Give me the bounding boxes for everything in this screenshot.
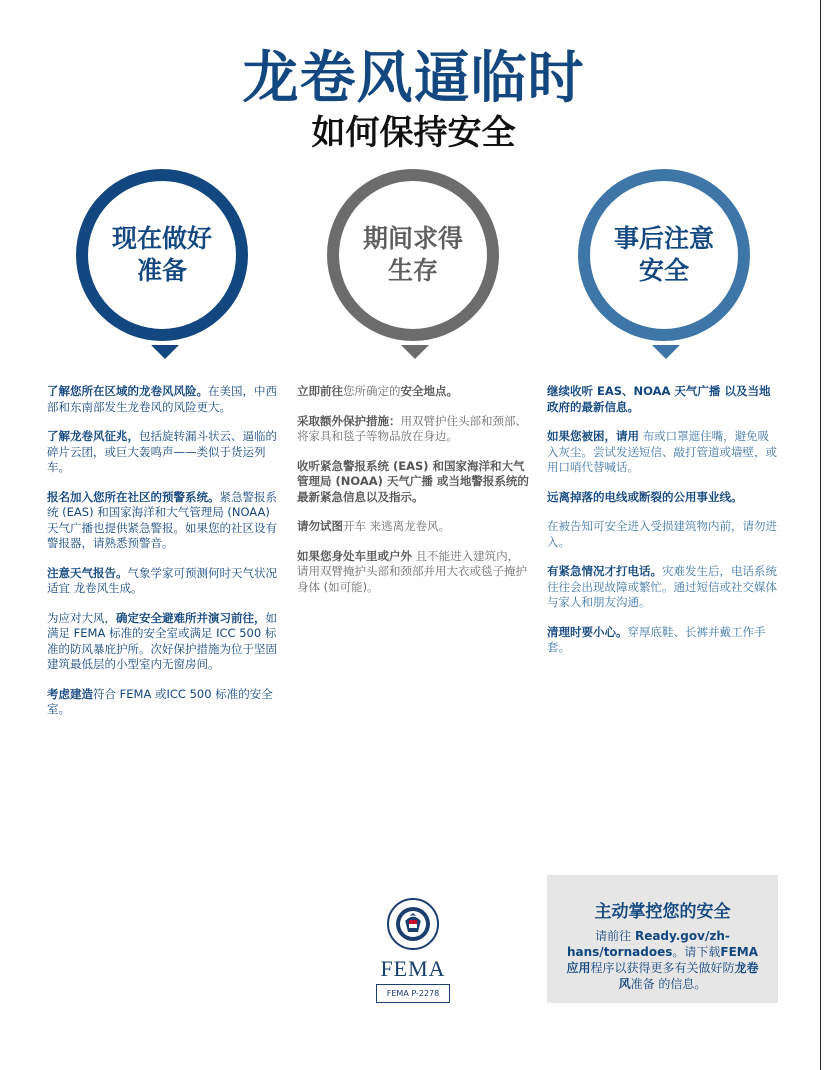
circle-label-line1: 期间求得 [362,224,463,253]
take-control-callout [547,875,778,1003]
dhs-seal-icon [387,898,439,950]
ready-gov-link[interactable]: Ready.gov/zh-hans/tornadoes [566,929,730,959]
tip-paragraph: 远离掉落的电线或断裂的公用事业线。 [547,489,743,504]
fema-logo [373,898,453,1003]
callout-body: 请前往 Ready.gov/zh-hans/tornadoes。请下载FEMA 应用程序以获得更多有关做好防龙卷风准备 的信息。 [566,929,759,991]
tip-paragraph: 考虑建造符合 FEMA 或ICC 500 标准的安全室。 [47,686,273,716]
tip-paragraph: 为应对大风，确定安全避难所并演习前往，如满足 FEMA 标准的安全室或满足 ICC 500 标准的防风暴庇护所。次好保护措施为位于坚固建筑最低层的小型室内无窗房间。 [47,610,277,671]
circle-label-line2: 准备 [136,256,187,285]
tip-paragraph: 如果您身处车里或户外 且不能进入建筑内，请用双臂掩护头部和颈部并用大衣或毯子掩护身体 (如可能)。 [297,548,527,594]
survive-during-circle [327,169,499,341]
be-safe-after-column [547,384,779,670]
be-safe-after-circle [578,169,750,341]
survive-during-column [297,384,529,609]
tip-paragraph: 如果您被困，请用 布或口罩遮住嘴，避免吸入灰尘。尝试发送短信、敲打管道或墙壁，或用口哨代替喊话。 [547,429,777,474]
tip-paragraph: 清理时要小心。穿厚底鞋、长裤并戴工作手套。 [547,624,766,654]
tip-paragraph: 在被告知可安全进入受损建筑物内前，请勿进入。 [547,519,777,549]
circle-label-line2: 生存 [387,256,438,285]
down-arrow-icon [401,345,429,359]
tip-paragraph: 请勿试图开车 来逃离龙卷风。 [297,519,451,533]
page-edge-rule [820,0,821,1070]
tip-paragraph: 立即前往您所确定的安全地点。 [297,384,458,398]
fema-wordmark: FEMA [380,956,446,981]
callout-heading: 主动掌控您的安全 [594,902,731,922]
page-subtitle: 如何保持安全 [311,113,516,153]
circle-label-line1: 事后注意 [613,224,714,253]
prepare-now-circle [76,169,248,341]
circle-label-line2: 安全 [638,256,689,285]
tip-paragraph: 了解您所在区域的龙卷风风险。在美国，中西部和东南部发生龙卷风的风险更大。 [47,384,277,414]
down-arrow-icon [652,345,680,359]
page-title: 龙卷风逼临时 [242,46,585,111]
circle-label-line1: 现在做好 [111,224,212,253]
tip-paragraph: 继续收听 EAS、NOAA 天气广播 以及当地政府的最新信息。 [547,384,771,414]
tip-paragraph: 收听紧急警报系统 (EAS) 和国家海洋和大气管理局 (NOAA) 天气广播 或当地警报系统的最新紧急信息以及指示。 [297,458,529,504]
tip-paragraph: 了解龙卷风征兆，包括旋转漏斗状云、逼临的碎片云团，或巨大轰鸣声——类似于货运列车。 [47,429,277,474]
prepare-now-column [47,384,279,732]
down-arrow-icon [151,345,179,359]
tip-paragraph: 注意天气报告。气象学家可预测何时天气状况适宜 龙卷风生成。 [47,565,277,595]
tip-paragraph: 有紧急情况才打电话。灾难发生后，电话系统往往会出现故障或繁忙。通过短信或社交媒体与家人和朋友沟通。 [547,564,777,609]
publication-number: FEMA P-2278 [376,984,450,1003]
tip-paragraph: 报名加入您所在社区的预警系统。紧急警报系统 (EAS) 和国家海洋和大气管理局 (NOAA) 天气广播也提供紧急警报。如果您的社区设有警报器，请熟悉预警音。 [47,489,277,550]
tip-paragraph: 采取额外保护措施：用双臂护住头部和颈部、将家具和毯子等物品放在身边。 [297,413,527,443]
